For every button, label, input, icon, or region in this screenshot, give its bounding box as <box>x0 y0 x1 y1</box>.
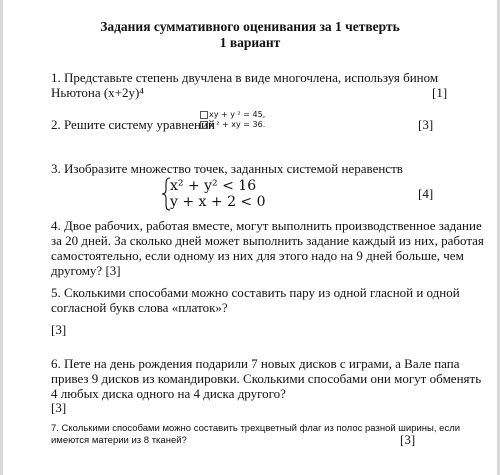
question-5-line-1: 5. Сколькими способами можно составить пару из одной гласной и одной <box>51 285 460 300</box>
question-2-points: [3] <box>418 117 434 132</box>
question-2-text: 2. Решите систему уравнений <box>51 117 215 132</box>
question-1-line-1: 1. Представьте степень двучлена в виде многочлена, используя бином <box>51 70 439 85</box>
inequality-1: x² + y² < 16 <box>170 178 257 194</box>
question-4-line-1: 4. Двое рабочих, работая вместе, могут выполнить производственное задание <box>51 218 482 233</box>
question-6-line-1: 6. Пете на день рождения подарили 7 новых дисков с играми, а Вале папа <box>51 356 460 371</box>
equation-1: xy + y ² = 45, <box>200 110 265 120</box>
question-1-line-2: Ньютона (x+2y)⁴ <box>51 85 144 100</box>
question-6-line-3: 4 любых диска одного на 4 диска другого? <box>51 386 286 401</box>
question-4-line-4: другому? [3] <box>51 263 121 278</box>
inequality-system <box>170 178 266 210</box>
equation-2: x ² + xy = 36. <box>200 120 265 130</box>
variant-label: 1 вариант <box>219 35 281 50</box>
placeholder-box-icon <box>200 111 208 119</box>
question-6-points: [3] <box>51 400 67 415</box>
question-4-line-3: самостоятельно, если одному из них для этого надо на 9 дней больше, чем <box>51 248 464 263</box>
inequality-2: y + x + 2 < 0 <box>170 194 266 210</box>
question-7-line-2: имеются материи из 8 тканей? <box>51 435 187 446</box>
question-5-points: [3] <box>51 322 67 337</box>
question-7-points: [3] <box>400 432 416 447</box>
placeholder-box-icon <box>200 121 208 129</box>
question-4-line-2: за 20 дней. За сколько дней может выполнить задание каждый из них, работая <box>51 233 484 248</box>
question-3-text: 3. Изобразите множество точек, заданных системой неравенств <box>51 161 403 176</box>
question-1-points: [1] <box>432 85 448 100</box>
question-5-line-2: согласной букв слова «платок»? <box>51 300 228 315</box>
question-3-points: [4] <box>418 186 434 201</box>
question-6-line-2: привез 9 дисков из командировки. Сколькими способами они могут обменять <box>51 371 482 386</box>
document-title: Задания суммативного оценивания за 1 четверть <box>100 19 400 34</box>
equation-system <box>200 110 265 130</box>
question-7-line-1: 7. Сколькими способами можно составить трехцветный флаг из полос разной ширины, если <box>51 423 461 434</box>
